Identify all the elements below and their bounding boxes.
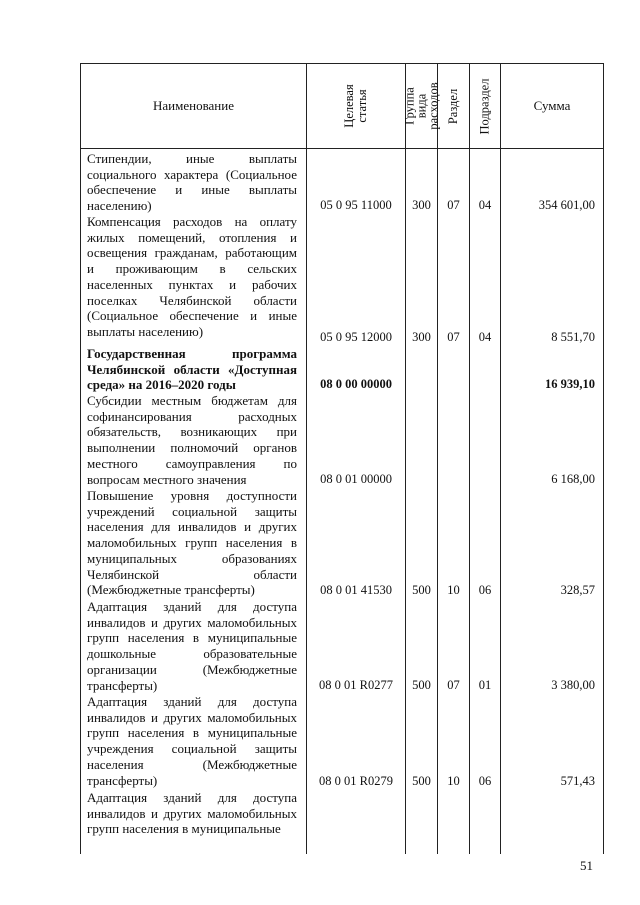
row-target: 05 0 95 12000	[320, 330, 392, 344]
header-section: Раздел	[446, 88, 461, 124]
row-target: 05 0 95 11000	[320, 198, 392, 212]
row-sum: 6 168,00	[551, 472, 595, 486]
row-sum: 8 551,70	[551, 330, 595, 344]
row-sum: 571,43	[560, 774, 595, 788]
row-subsection: 06	[478, 583, 492, 597]
row-name: Субсидии местным бюджетам для софинансирования расходных обязательств, возникающих при выполнении полномочий органов местного самоуправления по вопросам местного значения	[87, 393, 297, 487]
header-target: Целевая статья	[341, 84, 369, 128]
row-sum: 354 601,00	[538, 198, 595, 212]
row-section: 07	[447, 198, 460, 212]
row-group: 500	[412, 583, 431, 597]
row-subsection: 06	[478, 774, 492, 788]
row-subsection: 04	[478, 198, 492, 212]
row-group: 300	[412, 330, 431, 344]
header-sum: Сумма	[533, 98, 571, 113]
row-subsection: 01	[478, 678, 492, 692]
row-target: 08 0 01 41530	[320, 583, 392, 597]
row-name: Государственная программа Челябинской области «Доступная среда» на 2016–2020 годы	[87, 346, 297, 393]
row-sum: 3 380,00	[551, 678, 595, 692]
row-subsection: 04	[478, 330, 492, 344]
row-name: Стипендии, иные выплаты социального характера (Социальное обеспечение и иные выплаты населению)	[87, 151, 297, 214]
row-name: Адаптация зданий для доступа инвалидов и других маломобильных групп населения в муниципальные	[87, 790, 297, 837]
column-divider	[306, 64, 307, 854]
row-name: Компенсация расходов на оплату жилых помещений, отопления и освещения гражданам, работающим и проживающим в сельских населенных пунктах и рабочих поселках Челябинской области (Социальное обеспечение и иные выплаты населению)	[87, 214, 297, 339]
row-target: 08 0 01 00000	[320, 472, 392, 486]
row-group: 500	[412, 774, 431, 788]
row-name: Адаптация зданий для доступа инвалидов и других маломобильных групп населения в муниципальные учреждения социальной защиты населения (Межбюджетные трансферты)	[87, 694, 297, 788]
row-sum: 328,57	[560, 583, 595, 597]
column-divider	[500, 64, 501, 854]
row-target: 08 0 00 00000	[320, 377, 392, 391]
row-section: 07	[447, 678, 460, 692]
header-group: Группа вида расходов	[402, 82, 441, 130]
row-name: Повышение уровня доступности учреждений социальной защиты населения для инвалидов и других маломобильных групп населения в муниципальных образованиях Челябинской области (Межбюджетные трансферты)	[87, 488, 297, 598]
row-target: 08 0 01 R0279	[319, 774, 393, 788]
header-name: Наименование	[153, 98, 234, 113]
row-group: 300	[412, 198, 431, 212]
row-section: 10	[447, 583, 460, 597]
column-divider	[405, 64, 406, 854]
column-divider	[437, 64, 438, 854]
row-sum: 16 939,10	[545, 377, 595, 391]
column-divider	[469, 64, 470, 854]
row-group: 500	[412, 678, 431, 692]
page-number: 51	[580, 858, 593, 873]
row-section: 07	[447, 330, 460, 344]
header-subsection: Подраздел	[477, 78, 492, 134]
row-section: 10	[447, 774, 460, 788]
budget-table	[80, 63, 604, 854]
row-name: Адаптация зданий для доступа инвалидов и других маломобильных групп населения в муниципальные дошкольные образовательные организации (Межбюджетные трансферты)	[87, 599, 297, 693]
row-target: 08 0 01 R0277	[319, 678, 393, 692]
